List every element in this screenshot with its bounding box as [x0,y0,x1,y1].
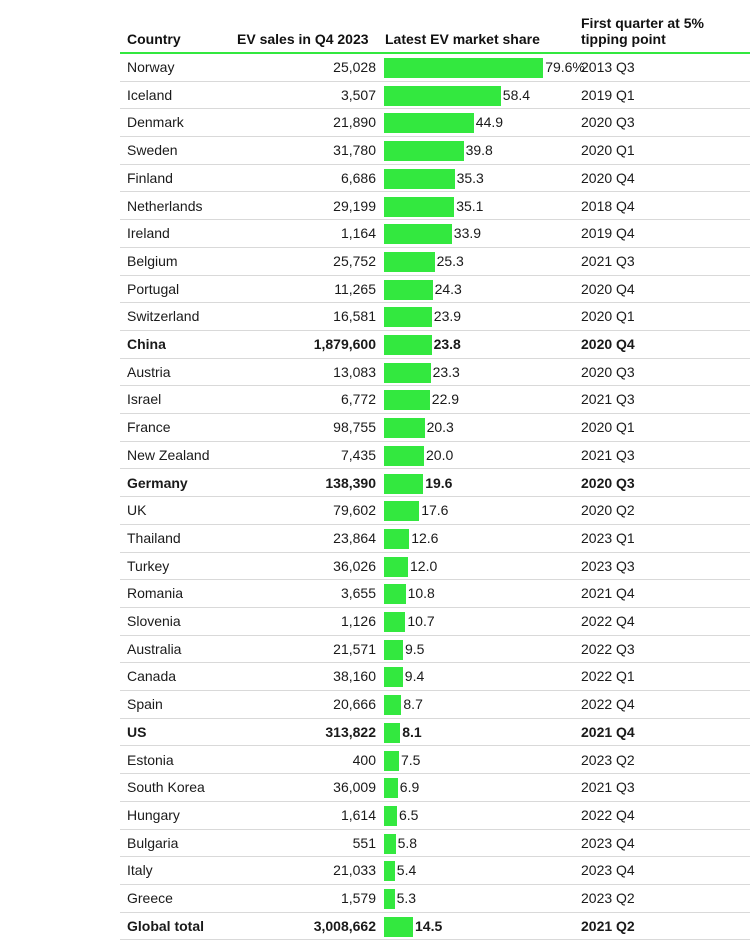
country-name: Estonia [127,751,174,768]
ev-sales-value: 3,507 [340,86,376,103]
market-share-label: 58.4 [502,86,531,103]
tipping-point-quarter: 2022 Q4 [581,613,635,629]
market-share-label: 9.5 [405,640,425,657]
country-name: Austria [127,363,171,380]
country-name: Bulgaria [127,834,179,851]
ev-sales-value: 98,755 [333,419,376,436]
market-share-bar [384,834,396,854]
table-row [0,774,750,802]
market-share-bar [384,751,399,771]
tipping-point-quarter: 2021 Q3 [581,252,635,269]
market-share-bar [384,280,433,300]
market-share-bar [384,197,454,217]
table-row [0,913,750,940]
ev-sales-value: 21,571 [333,640,376,657]
ev-sales-value: 1,126 [340,613,376,629]
table-row [0,663,750,691]
market-share-bar [384,307,432,327]
tipping-point-quarter: 2020 Q4 [581,280,635,297]
market-share-label: 12.0 [410,557,438,574]
market-share-bar [384,335,432,355]
market-share-label: 20.3 [426,419,454,436]
ev-sales-value: 13,083 [333,363,376,380]
tipping-point-quarter: 2023 Q4 [581,834,635,851]
table-row [0,359,750,387]
tipping-point-quarter: 2020 Q1 [581,142,635,159]
table-row [0,497,750,525]
table-row [0,109,750,137]
tipping-point-quarter: 2020 Q2 [581,502,635,519]
country-name: US [127,723,147,740]
tipping-point-quarter: 2021 Q3 [581,779,635,796]
country-name: Switzerland [127,308,200,325]
country-name: Hungary [127,806,180,823]
ev-sales-value: 551 [352,834,376,851]
country-name: Thailand [127,529,181,546]
tipping-point-quarter: 2020 Q3 [581,363,635,380]
tipping-point-quarter: 2022 Q3 [581,640,635,657]
market-share-bar [384,418,425,438]
tipping-point-quarter: 2019 Q4 [581,225,635,242]
ev-sales-value: 313,822 [325,723,376,740]
header-market-share: Latest EV market share [385,31,540,47]
market-share-label: 20.0 [426,446,454,463]
market-share-bar [384,474,423,494]
tipping-point-quarter: 2021 Q3 [581,391,635,408]
tipping-point-quarter: 2018 Q4 [581,197,635,214]
tipping-point-quarter: 2013 Q3 [581,59,635,75]
country-name: Italy [127,862,153,879]
table-row [0,719,750,747]
tipping-point-quarter: 2021 Q4 [581,585,635,602]
tipping-point-quarter: 2020 Q4 [581,169,635,186]
tipping-point-quarter: 2019 Q1 [581,86,635,103]
ev-sales-value: 29,199 [333,197,376,214]
market-share-label: 10.7 [407,613,435,629]
tipping-point-quarter: 2023 Q2 [581,890,635,906]
market-share-label: 6.5 [399,806,419,823]
market-share-label: 5.4 [396,862,417,879]
market-share-bar [384,778,398,798]
header-ev-sales: EV sales in Q4 2023 [237,31,369,47]
market-share-bar [384,86,501,106]
table-row [0,802,750,830]
ev-sales-value: 3,008,662 [313,917,376,934]
ev-sales-value: 21,890 [333,114,376,131]
market-share-label: 23.9 [433,308,462,325]
market-share-bar [384,667,403,687]
ev-sales-value: 138,390 [325,474,376,491]
tipping-point-quarter: 2022 Q4 [581,806,635,823]
market-share-label: 5.3 [396,890,417,906]
market-share-bar [384,58,543,78]
ev-sales-value: 31,780 [333,142,376,159]
country-name: Belgium [127,252,178,269]
tipping-point-quarter: 2021 Q2 [581,917,635,934]
market-share-label: 10.8 [407,585,435,602]
tipping-point-quarter: 2021 Q3 [581,446,635,463]
market-share-label: 17.6 [421,502,449,519]
market-share-label: 35.1 [456,197,484,214]
country-name: Global total [127,917,204,934]
table-row [0,636,750,664]
ev-sales-value: 38,160 [333,668,376,685]
tipping-point-quarter: 2020 Q3 [581,474,635,491]
market-share-label: 14.5 [415,917,443,934]
market-share-label: 33.9 [453,225,482,242]
market-share-bar [384,723,400,743]
table-row [0,414,750,442]
country-name: Israel [127,391,162,408]
tipping-point-quarter: 2023 Q4 [581,862,635,879]
header-tipping-point: First quarter at 5% tipping point [581,15,704,47]
market-share-bar [384,917,413,937]
country-name: Denmark [127,114,184,131]
country-name: France [127,419,171,436]
country-name: Norway [127,59,175,75]
market-share-label: 39.8 [465,142,493,159]
ev-sales-value: 25,752 [333,252,376,269]
market-share-label: 79.6% [545,59,585,75]
ev-sales-value: 20,666 [333,696,376,713]
table-row [0,747,750,775]
table-row [0,193,750,221]
country-name: Portugal [127,280,180,297]
ev-sales-value: 36,009 [333,779,376,796]
market-share-label: 23.8 [433,336,461,352]
country-name: Finland [127,169,173,186]
market-share-bar [384,889,395,909]
country-name: Australia [127,640,182,657]
market-share-label: 9.4 [404,668,425,685]
market-share-label: 35.3 [456,169,484,186]
market-share-bar [384,446,424,466]
country-name: Sweden [127,142,178,159]
market-share-bar [384,861,395,881]
tipping-point-quarter: 2022 Q4 [581,696,635,713]
table-row [0,137,750,165]
table-row [0,82,750,110]
table-row [0,580,750,608]
tipping-point-quarter: 2023 Q3 [581,557,635,574]
market-share-bar [384,169,455,189]
table-row [0,303,750,331]
country-name: Turkey [127,557,170,574]
country-name: South Korea [127,779,205,796]
market-share-label: 24.3 [434,280,462,297]
table-row [0,885,750,913]
market-share-bar [384,390,430,410]
market-share-bar [384,224,452,244]
country-name: Ireland [127,225,170,242]
market-share-label: 8.1 [402,723,422,740]
table-row [0,54,750,82]
table-row [0,525,750,553]
market-share-label: 19.6 [425,474,453,491]
ev-sales-value: 1,579 [340,890,376,906]
market-share-bar [384,141,464,161]
tipping-point-quarter: 2020 Q1 [581,308,635,325]
country-name: Slovenia [127,613,181,629]
ev-sales-value: 25,028 [333,59,376,75]
country-name: New Zealand [127,446,210,463]
market-share-label: 12.6 [411,529,439,546]
table-row [0,386,750,414]
market-share-bar [384,612,405,632]
market-share-bar [384,640,403,660]
ev-sales-value: 6,686 [340,169,376,186]
tipping-point-quarter: 2023 Q1 [581,529,635,546]
country-name: Canada [127,668,177,685]
market-share-bar [384,584,406,604]
table-row [0,276,750,304]
country-name: Romania [127,585,184,602]
ev-sales-value: 6,772 [340,391,376,408]
market-share-label: 23.3 [432,363,460,380]
header-country: Country [127,31,181,47]
market-share-label: 8.7 [403,696,423,713]
table-row [0,470,750,498]
table-row [0,857,750,885]
table-row [0,553,750,581]
tipping-point-quarter: 2020 Q4 [581,336,635,352]
country-name: Germany [127,474,188,491]
country-name: Greece [127,890,173,906]
ev-sales-value: 36,026 [333,557,376,574]
ev-sales-value: 1,164 [340,225,376,242]
ev-sales-value: 21,033 [333,862,376,879]
tipping-point-quarter: 2023 Q2 [581,751,635,768]
market-share-bar [384,557,408,577]
market-share-label: 6.9 [399,779,420,796]
market-share-bar [384,695,401,715]
country-name: Iceland [127,86,173,103]
country-name: UK [127,502,147,519]
market-share-label: 25.3 [436,252,464,269]
ev-sales-value: 1,879,600 [313,336,376,352]
market-share-bar [384,252,435,272]
table-row [0,331,750,359]
tipping-point-quarter: 2020 Q1 [581,419,635,436]
market-share-label: 7.5 [401,751,421,768]
market-share-label: 5.8 [397,834,418,851]
country-name: China [127,336,166,352]
market-share-bar [384,501,419,521]
market-share-bar [384,806,397,826]
table-row [0,248,750,276]
tipping-point-quarter: 2022 Q1 [581,668,635,685]
ev-sales-value: 11,265 [334,280,376,297]
market-share-label: 44.9 [475,114,504,131]
ev-sales-value: 400 [352,751,376,768]
ev-sales-value: 3,655 [340,585,376,602]
table-row [0,608,750,636]
market-share-bar [384,363,431,383]
table-row [0,691,750,719]
market-share-bar [384,529,409,549]
ev-sales-value: 1,614 [340,806,376,823]
tipping-point-quarter: 2020 Q3 [581,114,635,131]
market-share-label: 22.9 [431,391,460,408]
table-row [0,220,750,248]
ev-sales-value: 7,435 [340,446,376,463]
table-row [0,165,750,193]
country-name: Netherlands [127,197,203,214]
market-share-bar [384,113,474,133]
table-row [0,442,750,470]
country-name: Spain [127,696,163,713]
table-row [0,830,750,858]
tipping-point-quarter: 2021 Q4 [581,723,635,740]
ev-sales-value: 16,581 [333,308,376,325]
ev-sales-value: 23,864 [333,529,376,546]
ev-sales-value: 79,602 [333,502,376,519]
